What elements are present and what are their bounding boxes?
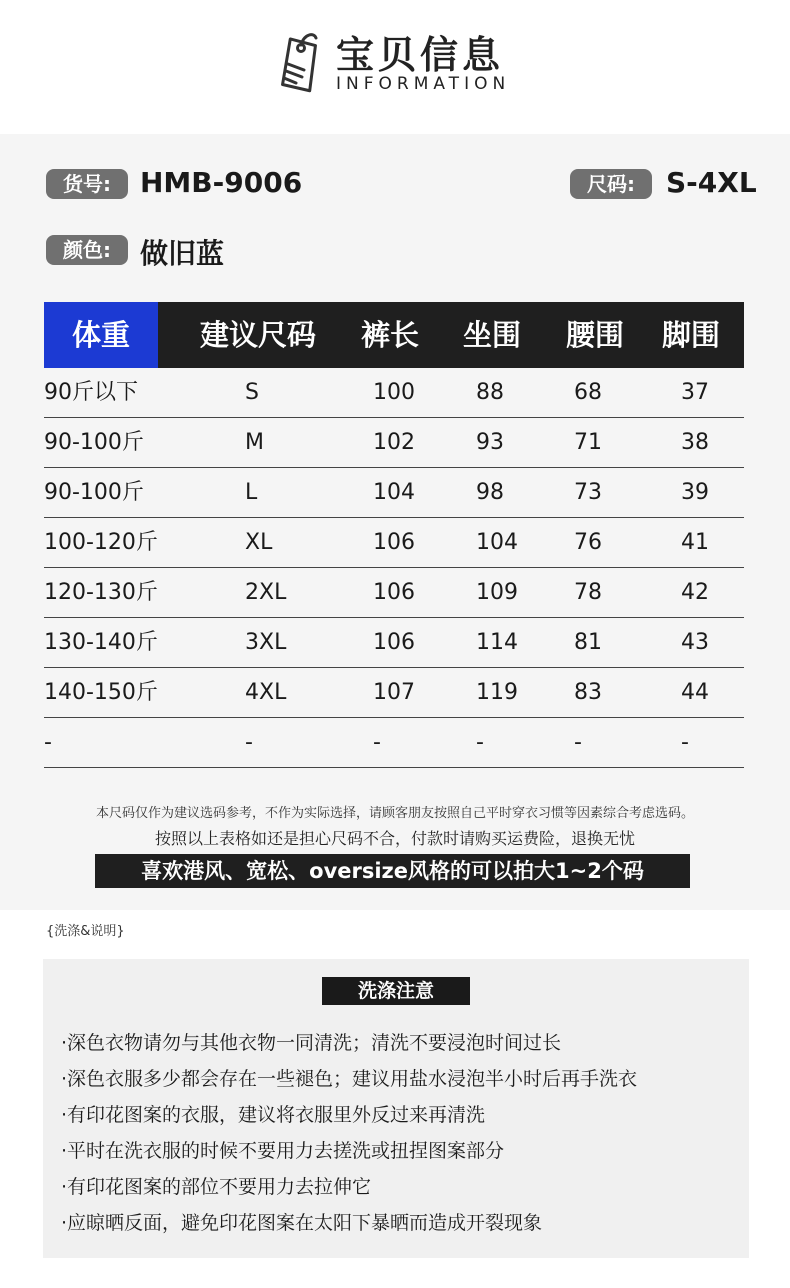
cell-hip: - [476, 730, 484, 755]
cell-weight: 90-100斤 [44, 480, 144, 505]
size-label: 尺码: [570, 169, 652, 199]
cell-weight: 130-140斤 [44, 630, 158, 655]
col-size: 建议尺码 [199, 318, 316, 352]
cell-length: 107 [373, 680, 415, 705]
cell-weight: 140-150斤 [44, 680, 158, 705]
cell-size: 2XL [245, 580, 287, 605]
item-no-label: 货号: [46, 169, 128, 199]
product-info-section [0, 134, 790, 910]
cell-size: L [245, 480, 258, 505]
cell-hem: 38 [681, 430, 709, 455]
cell-weight: 90斤以下 [44, 380, 138, 405]
list-item: ·深色衣服多少都会存在一些褪色；建议用盐水浸泡半小时后再手洗衣 [61, 1068, 638, 1090]
cell-waist: 71 [574, 430, 602, 455]
table-row [44, 518, 744, 568]
price-tag-icon [274, 30, 324, 96]
cell-hem: 42 [681, 580, 709, 605]
cell-waist: 83 [574, 680, 602, 705]
color-value: 做旧蓝 [140, 237, 225, 270]
list-item: ·有印花图案的部位不要用力去拉伸它 [61, 1176, 372, 1198]
table-row [44, 618, 744, 668]
size-note: 本尺码仅作为建议选码参考，不作为实际选择，请顾客朋友按照自己平时穿衣习惯等因素综合考虑选码。 [95, 806, 694, 821]
cell-size: S [245, 380, 259, 405]
col-hip: 坐围 [462, 318, 521, 352]
cell-hip: 104 [476, 530, 518, 555]
item-no-value: HMB-9006 [140, 166, 303, 199]
wash-title: 洗涤注意 [322, 977, 470, 1005]
cell-length: 102 [373, 430, 415, 455]
cell-waist: 78 [574, 580, 602, 605]
col-weight: 体重 [71, 318, 130, 352]
size-value: S-4XL [666, 166, 757, 199]
cell-size: - [245, 730, 253, 755]
page-title: 宝贝信息 [336, 33, 505, 77]
col-hem: 脚围 [661, 318, 720, 352]
cell-hip: 109 [476, 580, 518, 605]
cell-waist: - [574, 730, 582, 755]
table-row [44, 668, 744, 718]
return-note: 按照以上表格如还是担心尺码不合，付款时请购买运费险，退换无忧 [154, 829, 635, 848]
cell-waist: 81 [574, 630, 602, 655]
cell-weight: 120-130斤 [44, 580, 158, 605]
cell-hip: 88 [476, 380, 504, 405]
cell-length: 106 [373, 530, 415, 555]
cell-length: - [373, 730, 381, 755]
wash-section-label: {洗涤&说明} [46, 924, 125, 939]
wash-list [61, 1025, 637, 1241]
col-waist: 腰围 [565, 318, 624, 352]
oversize-banner: 喜欢港风、宽松、oversize风格的可以拍大1~2个码 [95, 854, 690, 888]
cell-waist: 76 [574, 530, 602, 555]
cell-hip: 98 [476, 480, 504, 505]
table-row [44, 718, 744, 768]
cell-hip: 114 [476, 630, 518, 655]
cell-hem: 43 [681, 630, 709, 655]
cell-hem: 41 [681, 530, 709, 555]
color-label: 颜色: [46, 235, 128, 265]
list-item: ·应晾晒反面，避免印花图案在太阳下暴晒而造成开裂现象 [61, 1212, 543, 1234]
table-row [44, 418, 744, 468]
wash-instructions-panel [43, 959, 749, 1258]
list-item: ·深色衣物请勿与其他衣物一同清洗；清洗不要浸泡时间过长 [61, 1032, 562, 1054]
cell-hem: 39 [681, 480, 709, 505]
cell-hip: 119 [476, 680, 518, 705]
cell-hem: 44 [681, 680, 709, 705]
cell-waist: 68 [574, 380, 602, 405]
cell-length: 100 [373, 380, 415, 405]
cell-length: 106 [373, 630, 415, 655]
cell-hem: 37 [681, 380, 709, 405]
col-length: 裤长 [360, 318, 419, 352]
cell-waist: 73 [574, 480, 602, 505]
table-row [44, 568, 744, 618]
list-item: ·有印花图案的衣服，建议将衣服里外反过来再清洗 [61, 1104, 486, 1126]
header [0, 0, 790, 134]
size-table-header [44, 302, 744, 368]
table-row [44, 468, 744, 518]
cell-weight: 90-100斤 [44, 430, 144, 455]
cell-size: M [245, 430, 264, 455]
cell-length: 106 [373, 580, 415, 605]
cell-size: XL [245, 530, 273, 555]
page-subtitle: INFORMATION [336, 74, 511, 94]
cell-weight: - [44, 730, 52, 755]
cell-size: 4XL [245, 680, 287, 705]
cell-size: 3XL [245, 630, 287, 655]
cell-hem: - [681, 730, 689, 755]
cell-length: 104 [373, 480, 415, 505]
size-table-body [44, 368, 744, 768]
list-item: ·平时在洗衣服的时候不要用力去搓洗或扭捏图案部分 [61, 1140, 505, 1162]
table-row [44, 368, 744, 418]
cell-weight: 100-120斤 [44, 530, 158, 555]
cell-hip: 93 [476, 430, 504, 455]
